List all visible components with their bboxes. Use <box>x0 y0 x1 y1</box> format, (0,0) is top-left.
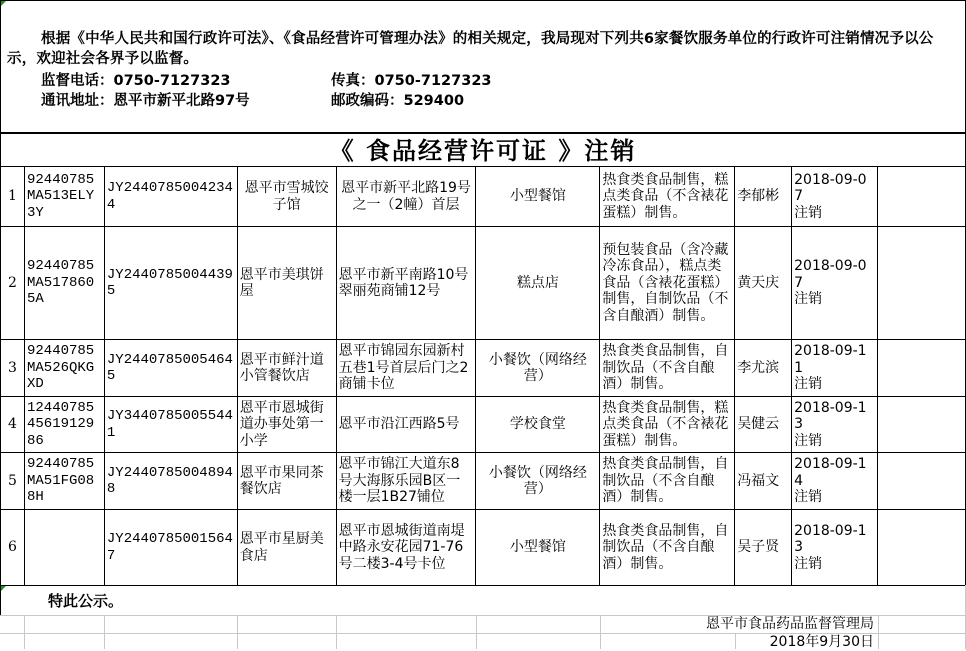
intro-paragraph: 根据《中华人民共和国行政许可法》、《食品经营许可管理办法》的相关规定，我局现对下列共6家餐饮服务单位的行政许可注销情况予以公示，欢迎社会各界予以监督。 <box>7 31 934 67</box>
date-text: 2018-09-13 <box>794 522 867 556</box>
remark-cell <box>878 453 966 510</box>
business-address-cell: 恩平市新平北路19号之一（2幢）首层 <box>336 167 476 227</box>
table-row <box>1 340 966 397</box>
grid-line <box>336 615 337 649</box>
legal-person-cell: 冯福文 <box>735 453 792 510</box>
table-row <box>1 397 966 453</box>
business-address-cell: 恩平市锦园东园新村五巷1号首层后门之2商铺卡位 <box>336 340 476 397</box>
credit-code-cell: 124407854561912986 <box>24 397 104 453</box>
table-row <box>1 227 966 340</box>
grid-line <box>735 633 736 649</box>
grid-line <box>476 615 477 649</box>
grid-line <box>24 615 25 649</box>
grid-line <box>878 615 879 649</box>
business-scope-cell: 预包装食品（含冷藏冷冻食品），糕点类食品（含裱花蛋糕）制售，自制饮品（不含自酿酒）制售。 <box>600 227 735 340</box>
legal-person-cell: 吴健云 <box>735 397 792 453</box>
status-text: 注销 <box>794 291 823 308</box>
business-name-cell: 恩平市雪城饺子馆 <box>237 167 336 227</box>
notice-text: 特此公示。 <box>48 592 124 610</box>
business-name-cell: 恩平市美琪饼屋 <box>237 227 336 340</box>
publish-date: 2018年9月30日 <box>769 634 874 650</box>
business-type-cell: 小餐饮（网络经营） <box>476 340 600 397</box>
revocation-date-status-cell <box>792 167 878 227</box>
remark-cell <box>878 227 966 340</box>
cell-comment-marker <box>1 586 6 591</box>
credit-code-cell: 92440785MA526QKGXD <box>24 340 104 397</box>
business-scope-cell: 热食类食品制售，自制饮品（不含自酿酒）制售。 <box>600 340 735 397</box>
revocation-date-status-cell <box>792 510 878 586</box>
date-text: 2018-09-07 <box>794 171 867 205</box>
business-type-cell: 小型餐馆 <box>476 510 600 586</box>
credit-code-cell: 92440785MA5178605A <box>24 227 104 340</box>
table-row <box>1 510 966 586</box>
license-number-cell: JY24407850048948 <box>104 453 237 510</box>
legal-person-cell: 李尤滨 <box>735 340 792 397</box>
business-scope-cell: 热食类食品制售，自制饮品（不含自酿酒）制售。 <box>600 510 735 586</box>
status-text: 注销 <box>794 204 823 221</box>
status-text: 注销 <box>794 489 823 506</box>
row-number-cell: 5 <box>1 453 25 510</box>
table-row <box>1 453 966 510</box>
license-number-cell: JY24407850054645 <box>104 340 237 397</box>
credit-code-cell: 92440785MA513ELY3Y <box>24 167 104 227</box>
grid-line <box>237 615 238 649</box>
legal-person-cell: 李郁彬 <box>735 167 792 227</box>
business-address-cell: 恩平市新平南路10号翠丽苑商铺12号 <box>336 227 476 340</box>
date-text: 2018-09-11 <box>794 343 867 376</box>
business-type-cell: 小餐饮（网络经营） <box>476 453 600 510</box>
license-number-cell: JY24407850042344 <box>104 167 237 227</box>
license-number-cell: JY24407850015647 <box>104 510 237 586</box>
cell-comment-marker <box>1 1 6 6</box>
business-address-cell: 恩平市沿江西路5号 <box>336 397 476 453</box>
row-number-cell: 2 <box>1 227 25 340</box>
business-address-cell: 恩平市恩城街道南堤中路永安花园71-76号二楼3-4号卡位 <box>336 510 476 586</box>
business-address-cell: 恩平市锦江大道东8号大海豚乐园B区一楼一层1B27铺位 <box>336 453 476 510</box>
status-text: 注销 <box>794 376 823 393</box>
grid-line <box>104 615 105 649</box>
address-label: 通讯地址：恩平市新平北路97号 <box>41 93 250 109</box>
row-number-cell: 6 <box>1 510 25 586</box>
remark-cell <box>878 397 966 453</box>
credit-code-cell: 92440785MA51FG088H <box>24 453 104 510</box>
business-scope-cell: 热食类食品制售，糕点类食品（不含裱花蛋糕）制售。 <box>600 397 735 453</box>
business-name-cell: 恩平市果同茶餐饮店 <box>237 453 336 510</box>
revocation-date-status-cell <box>792 397 878 453</box>
business-type-cell: 小型餐馆 <box>476 167 600 227</box>
business-name-cell: 恩平市恩城街道办事处第一小学 <box>237 397 336 453</box>
business-scope-cell: 热食类食品制售，糕点类食品（不含裱花蛋糕）制售。 <box>600 167 735 227</box>
date-text: 2018-09-07 <box>794 258 867 291</box>
status-text: 注销 <box>794 555 823 572</box>
revocation-date-status-cell <box>792 227 878 340</box>
legal-person-cell: 吴子贤 <box>735 510 792 586</box>
business-name-cell: 恩平市鲜汁道小管餐饮店 <box>237 340 336 397</box>
remark-cell <box>878 510 966 586</box>
business-scope-cell: 热食类食品制售，自制饮品（不含自酿酒）制售。 <box>600 453 735 510</box>
table-title: 《 食品经营许可证 》注销 <box>0 133 966 167</box>
agency-name: 恩平市食品药品监督管理局 <box>706 616 874 632</box>
license-number-cell: JY34407850055441 <box>104 397 237 453</box>
row-number-cell: 4 <box>1 397 25 453</box>
business-type-cell: 学校食堂 <box>476 397 600 453</box>
date-text: 2018-09-13 <box>794 399 867 433</box>
legal-person-cell: 黄天庆 <box>735 227 792 340</box>
remark-cell <box>878 167 966 227</box>
license-number-cell: JY24407850044395 <box>104 227 237 340</box>
remark-cell <box>878 340 966 397</box>
revocation-date-status-cell <box>792 453 878 510</box>
footer-notice-row <box>0 585 966 615</box>
row-number-cell: 3 <box>1 340 25 397</box>
date-text: 2018-09-14 <box>794 456 867 489</box>
table-row <box>1 167 966 227</box>
grid-line <box>600 615 601 649</box>
intro-section <box>0 0 966 134</box>
postcode-label: 邮政编码：529400 <box>331 93 465 109</box>
revocation-table <box>0 166 966 586</box>
row-number-cell: 1 <box>1 167 25 227</box>
business-name-cell: 恩平市星厨美食店 <box>237 510 336 586</box>
credit-code-cell <box>24 510 104 586</box>
status-text: 注销 <box>794 432 823 449</box>
phone-label: 监督电话：0750-7127323 <box>41 73 231 89</box>
fax-label: 传真：0750-7127323 <box>331 73 492 89</box>
business-type-cell: 糕点店 <box>476 227 600 340</box>
revocation-date-status-cell <box>792 340 878 397</box>
